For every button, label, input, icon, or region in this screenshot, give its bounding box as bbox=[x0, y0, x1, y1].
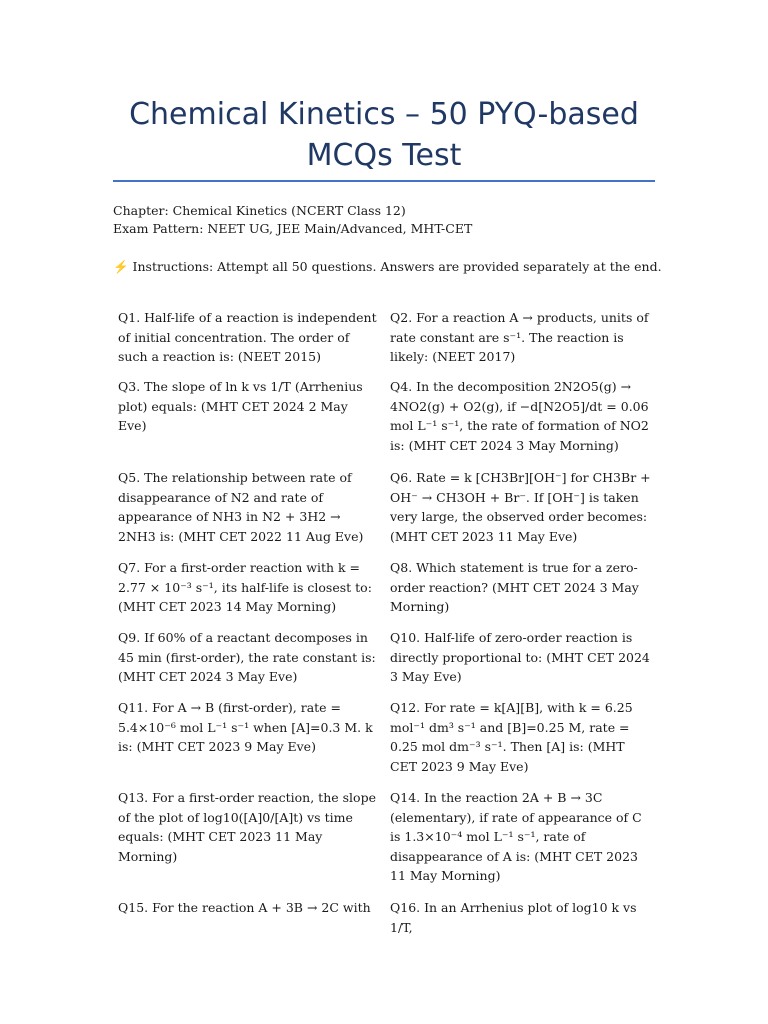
question-cell: Q11. For A → B (first-order), rate = 5.4×10⁻⁶ mol L⁻¹ s⁻¹ when [A]=0.3 M. k is: (MHT CET 2023 9 May Eve) bbox=[118, 700, 373, 754]
question-cell: Q6. Rate = k [CH3Br][OH⁻] for CH3Br + OH⁻ → CH3OH + Br⁻. If [OH⁻] is taken very large, the observed order becomes: (MHT CET 2023 11 May Eve) bbox=[390, 470, 651, 544]
chapter-line: Chapter: Chemical Kinetics (NCERT Class 12) bbox=[113, 203, 406, 218]
question-cell: Q13. For a first-order reaction, the slope of the plot of log10([A]0/[A]t) vs time equals: (MHT CET 2023 11 May Morning) bbox=[118, 790, 376, 864]
question-cell: Q15. For the reaction A + 3B → 2C with bbox=[118, 900, 371, 915]
page-title: Chemical Kinetics – 50 PYQ-based MCQs Test bbox=[129, 97, 639, 173]
question-cell: Q10. Half-life of zero-order reaction is directly proportional to: (MHT CET 2024 3 May Eve) bbox=[390, 630, 650, 684]
question-cell: Q3. The slope of ln k vs 1/T (Arrhenius plot) equals: (MHT CET 2024 2 May Eve) bbox=[118, 379, 363, 433]
exam-pattern-line: Exam Pattern: NEET UG, JEE Main/Advanced, MHT-CET bbox=[113, 221, 473, 236]
question-cell: Q14. In the reaction 2A + B → 3C (elementary), if rate of appearance of C is 1.3×10⁻⁴ mol L⁻¹ s⁻¹, rate of disappearance of A is: (MHT CET 2023 11 May Morning) bbox=[390, 790, 642, 883]
question-cell: Q8. Which statement is true for a zero-order reaction? (MHT CET 2024 3 May Morning) bbox=[390, 560, 639, 614]
title-divider bbox=[113, 180, 655, 182]
question-cell: Q1. Half-life of a reaction is independent of initial concentration. The order of such a reaction is: (NEET 2015) bbox=[118, 310, 377, 364]
question-cell: Q5. The relationship between rate of disappearance of N2 and rate of appearance of NH3 in N2 + 3H2 → 2NH3 is: (MHT CET 2022 11 Aug Eve) bbox=[118, 470, 364, 544]
question-cell: Q2. For a reaction A → products, units of rate constant are s⁻¹. The reaction is likely: (NEET 2017) bbox=[390, 310, 649, 364]
question-cell: Q7. For a first-order reaction with k = 2.77 × 10⁻³ s⁻¹, its half-life is closest to: (MHT CET 2023 14 May Morning) bbox=[118, 560, 372, 614]
question-cell: Q12. For rate = k[A][B], with k = 6.25 mol⁻¹ dm³ s⁻¹ and [B]=0.25 M, rate = 0.25 mol dm⁻³ s⁻¹. Then [A] is: (MHT CET 2023 9 May Eve) bbox=[390, 700, 633, 774]
question-cell: Q9. If 60% of a reactant decomposes in 45 min (first-order), the rate constant is: (MHT CET 2024 3 May Eve) bbox=[118, 630, 376, 684]
question-cell: Q16. In an Arrhenius plot of log10 k vs 1/T, bbox=[390, 900, 637, 935]
question-cell: Q4. In the decomposition 2N2O5(g) → 4NO2(g) + O2(g), if −d[N2O5]/dt = 0.06 mol L⁻¹ s⁻¹, the rate of formation of NO2 is: (MHT CET 2024 3 May Morning) bbox=[390, 379, 649, 453]
instructions-line: ⚡ Instructions: Attempt all 50 questions. Answers are provided separately at the end. bbox=[113, 259, 662, 274]
